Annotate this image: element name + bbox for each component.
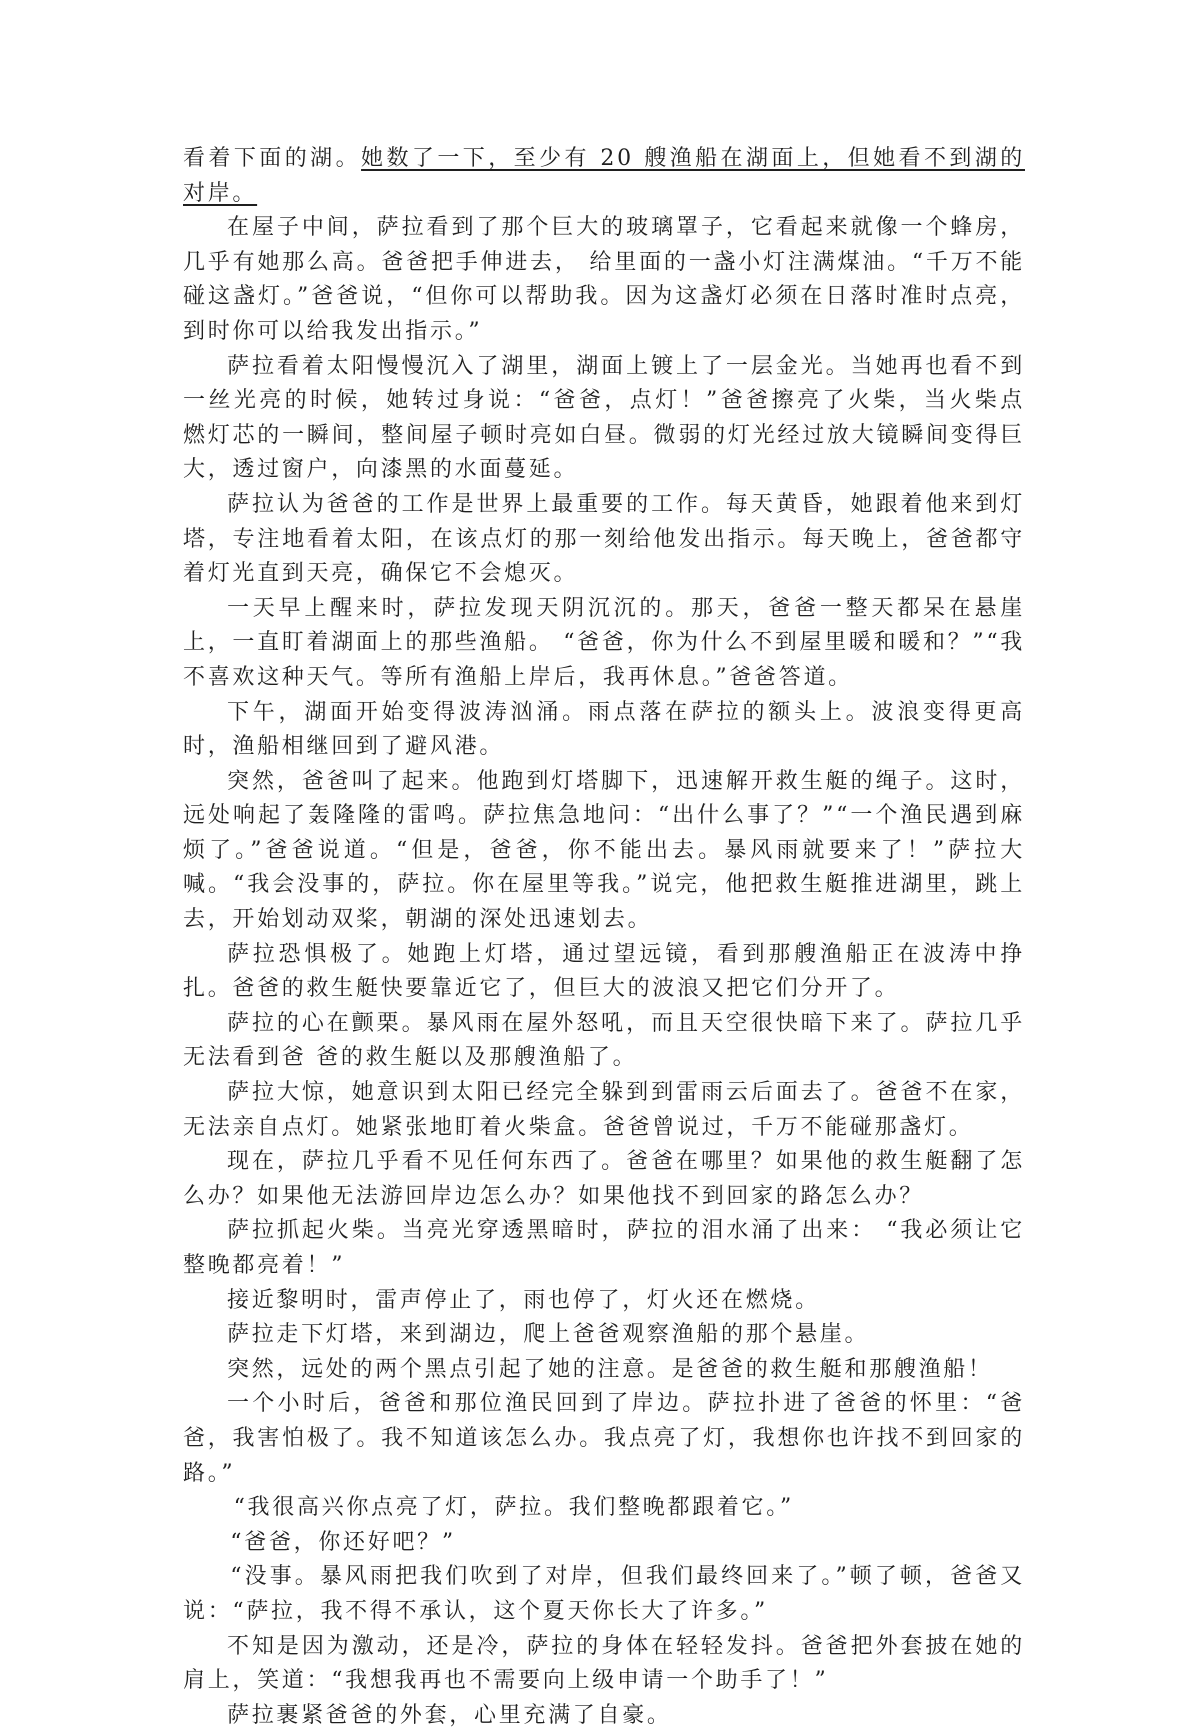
paragraph: 下午，湖面开始变得波涛汹涌。雨点落在萨拉的额头上。波浪变得更高时，渔船相继回到了避风港。 <box>183 699 1025 760</box>
paragraph: 萨拉看着太阳慢慢沉入了湖里，湖面上镀上了一层金光。当她再也看不到一丝光亮的时候，她转过身说：“爸爸，点灯！”爸爸擦亮了火柴，当火柴点燃灯芯的一瞬间，整间屋子顿时亮如白昼。微弱的灯光经过放大镜瞬间变得巨大，透过窗户，向漆黑的水面蔓延。 <box>183 353 1025 483</box>
paragraph: 一天早上醒来时，萨拉发现天阴沉沉的。那天，爸爸一整天都呆在悬崖上，一直盯着湖面上的那些渔船。 “爸爸，你为什么不到屋里暖和暖和？”“我不喜欢这种天气。等所有渔船上岸后，我再休息。”爸爸答道。 <box>183 595 1025 690</box>
paragraph: 萨拉恐惧极了。她跑上灯塔，通过望远镜，看到那艘渔船正在波涛中挣扎。爸爸的救生艇快要靠近它了，但巨大的波浪又把它们分开了。 <box>183 941 1025 1002</box>
paragraph: 一个小时后，爸爸和那位渔民回到了岸边。萨拉扑进了爸爸的怀里：“爸爸，我害怕极了。我不知道该怎么办。我点亮了灯，我想你也许找不到回家的路。” <box>183 1391 1025 1486</box>
paragraph: “没事。暴风雨把我们吹到了对岸，但我们最终回来了。”顿了顿，爸爸又说：“萨拉，我不得不承认，这个夏天你长大了许多。” <box>183 1564 1025 1624</box>
story-text <box>183 142 1025 1733</box>
opening-text: 看着下面的湖。 <box>183 146 362 171</box>
paragraph: 萨拉的心在颤栗。暴风雨在屋外怒吼，而且天空很快暗下来了。萨拉几乎无法看到爸 爸的救生艇以及那艘渔船了。 <box>183 1010 1025 1071</box>
paragraph: 不知是因为激动，还是冷，萨拉的身体在轻轻发抖。爸爸把外套披在她的肩上，笑道：“我想我再也不需要向上级申请一个助手了！” <box>183 1633 1025 1694</box>
paragraph-opening-line <box>183 142 1025 211</box>
paragraph: 在屋子中间，萨拉看到了那个巨大的玻璃罩子，它看起来就像一个蜂房，几乎有她那么高。爸爸把手伸进去， 给里面的一盏小灯注满煤油。“千万不能碰这盏灯。”爸爸说，“但你可以帮助我。因为这盏灯必须在日落时准时点亮，到时你可以给我发出指示。” <box>183 215 1025 344</box>
paragraph: 萨拉抓起火柴。当亮光穿透黑暗时，萨拉的泪水涌了出来： “我必须让它整晚都亮着！” <box>183 1218 1025 1278</box>
paragraph: 突然，远处的两个黑点引起了她的注意。是爸爸的救生艇和那艘渔船！ <box>227 1356 993 1382</box>
paragraph: 萨拉裹紧爸爸的外套，心里充满了自豪。 <box>227 1702 672 1728</box>
paragraph: 萨拉大惊，她意识到太阳已经完全躲到到雷雨云后面去了。爸爸不在家，无法亲自点灯。她紧张地盯着火柴盒。爸爸曾说过，千万不能碰那盏灯。 <box>183 1080 1025 1140</box>
underlined-sentence: 她数了一下，至少有 20 艘渔船在湖面上，但她看不到湖的对岸。 <box>183 146 1025 206</box>
paragraph: 突然，爸爸叫了起来。他跑到灯塔脚下，迅速解开救生艇的绳子。这时，远处响起了轰隆隆的雷鸣。萨拉焦急地问：“出什么事了？”“一个渔民遇到麻烦了。”爸爸说道。“但是，爸爸，你不能出去。暴风雨就要来了！”萨拉大喊。“我会没事的，萨拉。你在屋里等我。”说完，他把救生艇推进湖里，跳上去，开始划动双桨，朝湖的深处迅速划去。 <box>183 768 1025 933</box>
paragraph: 萨拉认为爸爸的工作是世界上最重要的工作。每天黄昏，她跟着他来到灯塔，专注地看着太阳，在该点灯的那一刻给他发出指示。每天晚上，爸爸都守着灯光直到天亮，确保它不会熄灭。 <box>183 491 1025 587</box>
paragraph: “爸爸，你还好吧？” <box>230 1529 456 1555</box>
paragraph: “我很高兴你点亮了灯，萨拉。我们整晚都跟着它。” <box>233 1495 794 1521</box>
paragraph: 萨拉走下灯塔，来到湖边，爬上爸爸观察渔船的那个悬崖。 <box>227 1322 870 1348</box>
paragraph: 现在，萨拉几乎看不见任何东西了。爸爸在哪里？如果他的救生艇翻了怎么办？如果他无法游回岸边怎么办？如果他找不到回家的路怎么办？ <box>183 1149 1025 1209</box>
paragraph: 接近黎明时，雷声停止了，雨也停了，灯火还在燃烧。 <box>227 1287 820 1313</box>
